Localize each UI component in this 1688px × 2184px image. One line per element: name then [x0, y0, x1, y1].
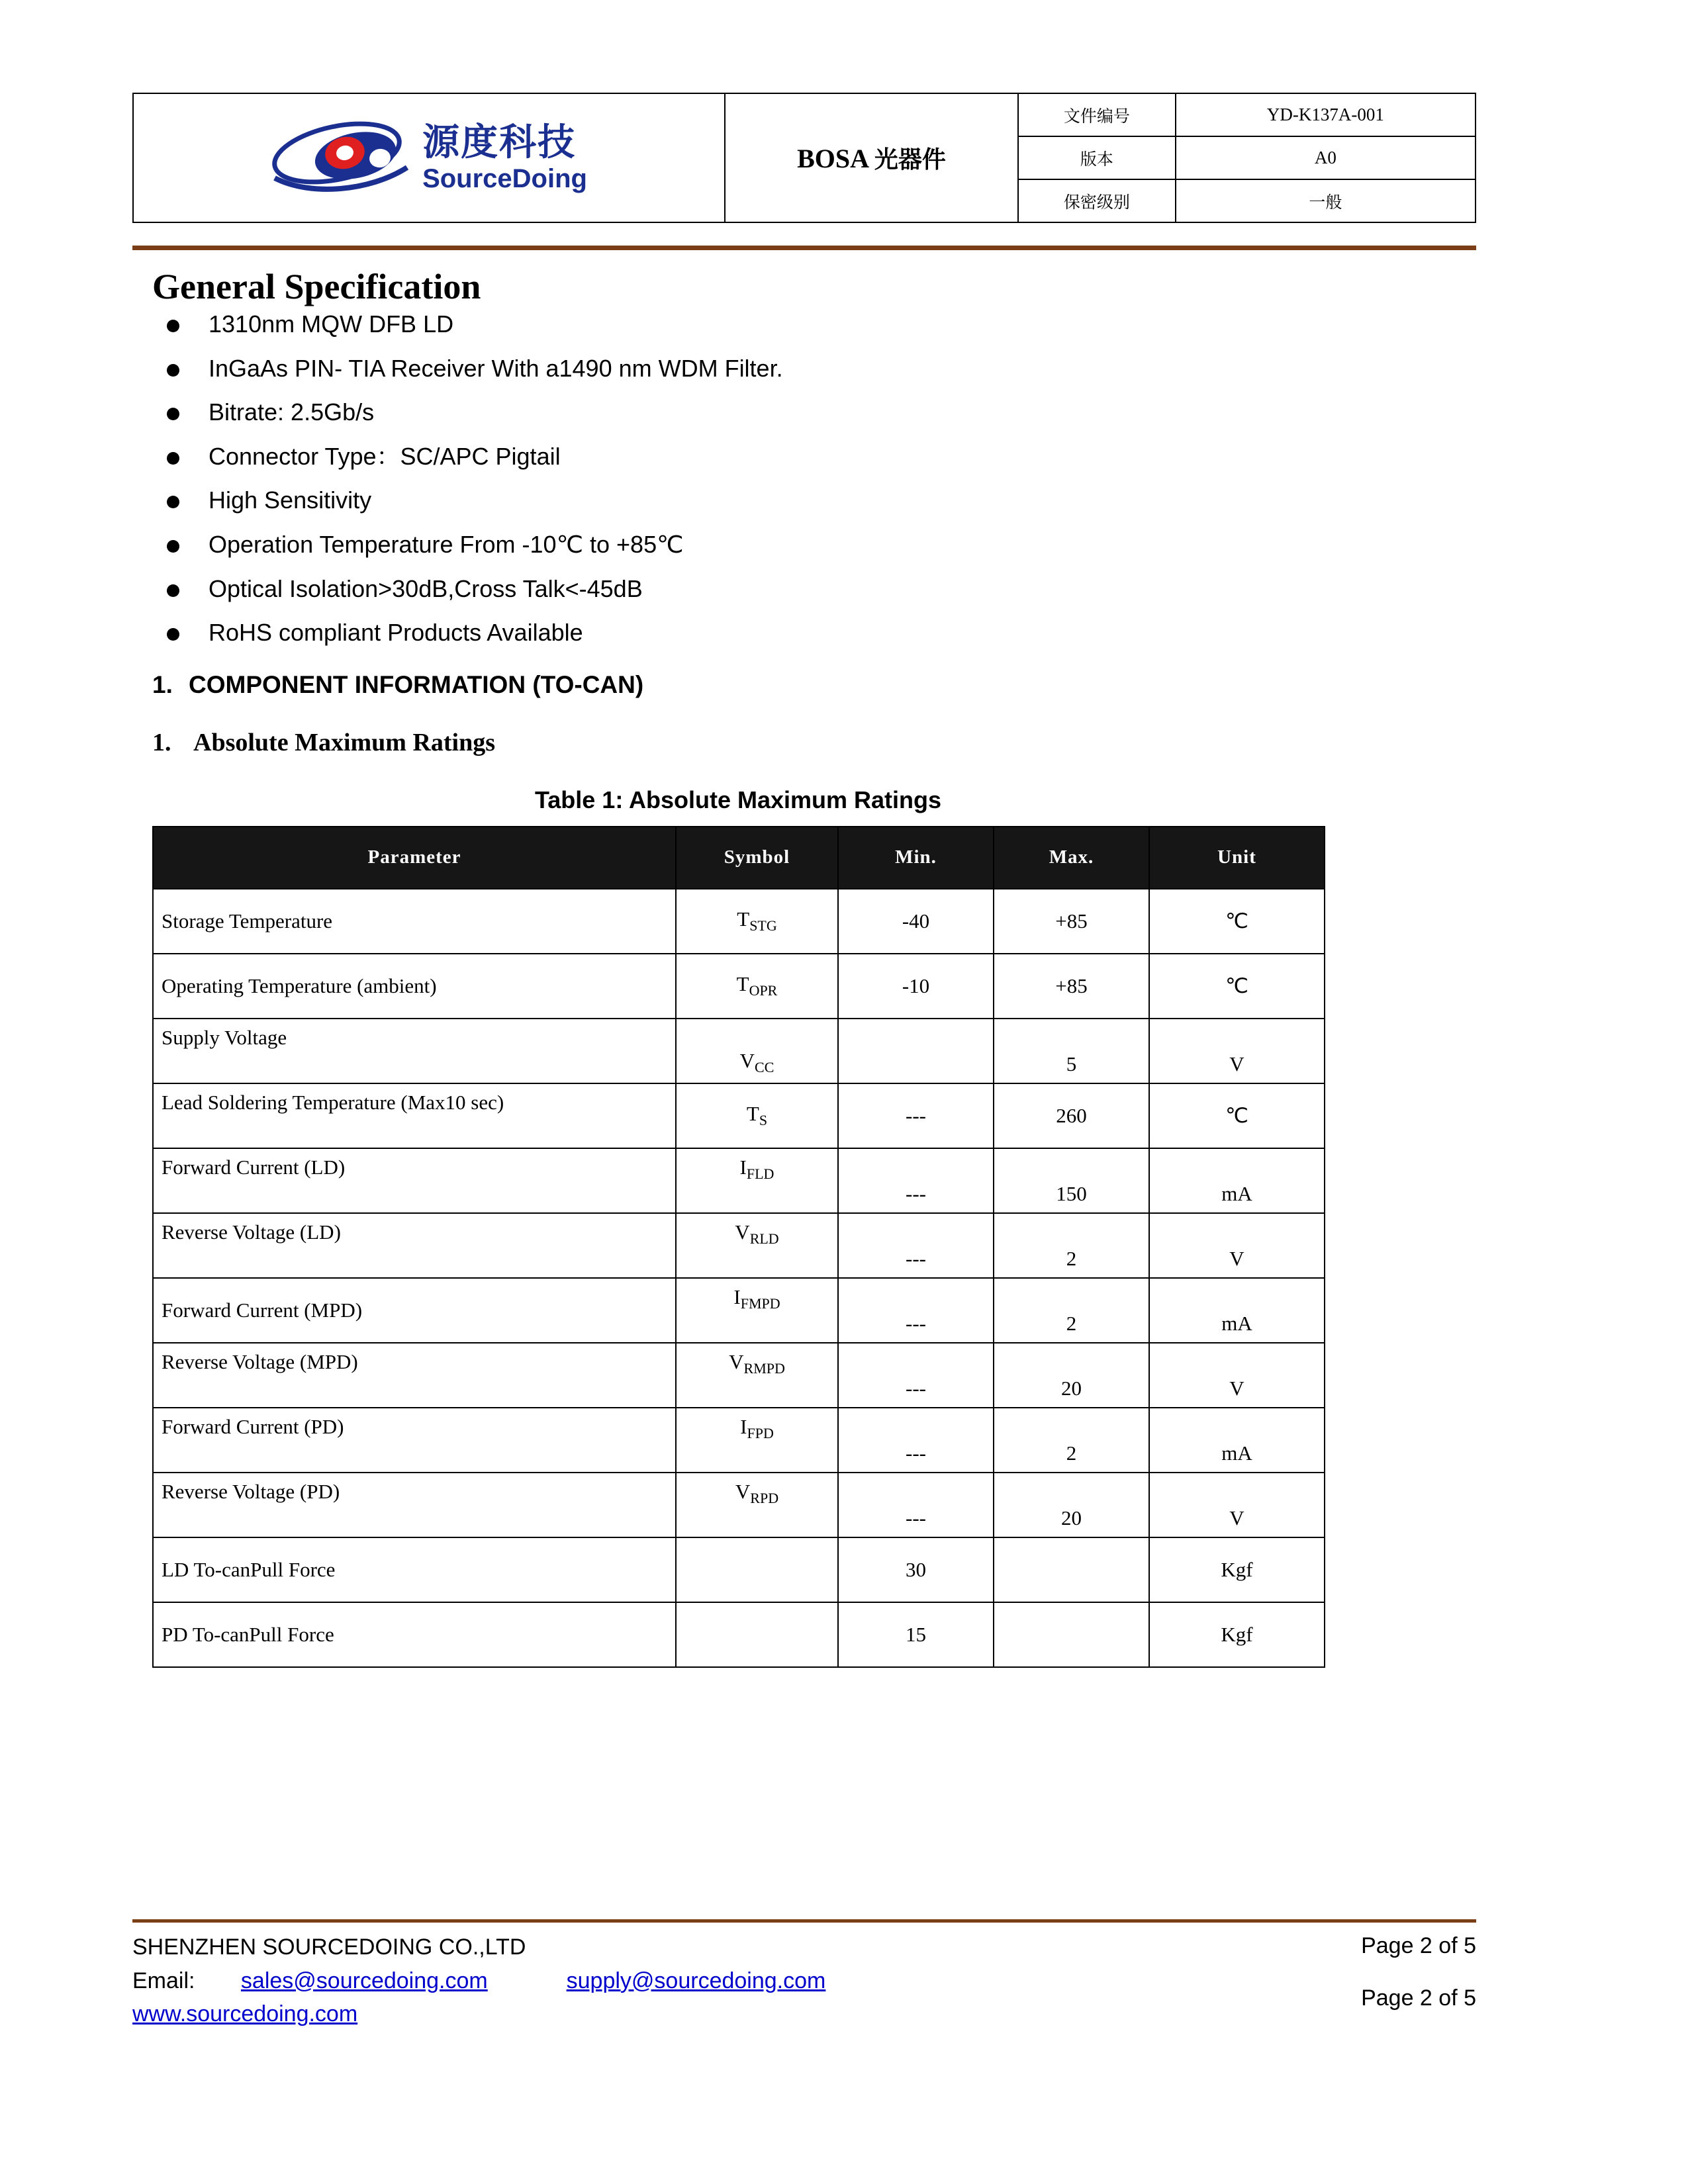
subsection-number: 1.: [152, 728, 171, 756]
footer-content: [132, 1933, 1476, 2038]
doc-number-label: 文件编号: [1018, 93, 1176, 136]
table-body: [153, 889, 1325, 1667]
doc-version-value: A0: [1176, 136, 1476, 179]
footer-company-name: SHENZHEN SOURCEDOING CO.,LTD: [132, 1934, 526, 1960]
doc-confidentiality-label: 保密级别: [1018, 179, 1176, 222]
table-row: [153, 954, 1325, 1019]
table-row: [153, 1278, 1325, 1343]
cell-unit: mA: [1149, 1408, 1325, 1473]
symbol-main: T: [746, 1102, 759, 1126]
column-header-unit: Unit: [1149, 827, 1325, 889]
cell-unit: ℃: [1149, 889, 1325, 954]
symbol-subscript: STG: [749, 917, 777, 934]
table-row: [153, 1602, 1325, 1667]
footer-left-block: [132, 1933, 825, 2038]
section-heading-component-information: [152, 671, 1556, 699]
cell-max: 260: [994, 1083, 1149, 1148]
cell-parameter: Supply Voltage: [153, 1019, 676, 1083]
logo-chinese-name: 源度科技: [422, 120, 577, 164]
cell-symbol: [676, 1343, 838, 1408]
list-item: Optical Isolation>30dB,Cross Talk<-45dB: [152, 576, 1556, 602]
doc-number-value: YD-K137A-001: [1176, 93, 1476, 136]
cell-min: ---: [838, 1408, 994, 1473]
absolute-maximum-ratings-table: [152, 826, 1325, 1668]
cell-symbol: [676, 1278, 838, 1343]
table-header-row: [153, 827, 1325, 889]
cell-min: [838, 1019, 994, 1083]
section-number: 1.: [152, 670, 173, 698]
column-header-symbol: Symbol: [676, 827, 838, 889]
cell-unit: V: [1149, 1213, 1325, 1278]
doc-version-label: 版本: [1018, 136, 1176, 179]
table-row: [153, 1019, 1325, 1083]
table-row: [153, 1148, 1325, 1213]
cell-unit: V: [1149, 1343, 1325, 1408]
logo: [134, 118, 724, 198]
cell-symbol: [676, 889, 838, 954]
cell-parameter: Reverse Voltage (MPD): [153, 1343, 676, 1408]
cell-max: 5: [994, 1019, 1149, 1083]
list-item: High Sensitivity: [152, 487, 1556, 514]
table-row: [153, 889, 1325, 954]
subsection-heading-text: Absolute Maximum Ratings: [193, 728, 496, 756]
table-row: [153, 1213, 1325, 1278]
cell-unit: mA: [1149, 1148, 1325, 1213]
cell-symbol: [676, 1148, 838, 1213]
cell-symbol: [676, 1408, 838, 1473]
cell-min: 30: [838, 1537, 994, 1602]
document-footer: [132, 1919, 1476, 2038]
symbol-main: I: [733, 1285, 741, 1308]
footer-divider: [132, 1919, 1476, 1923]
cell-parameter: Forward Current (LD): [153, 1148, 676, 1213]
symbol-subscript: CC: [755, 1058, 774, 1075]
symbol-main: V: [735, 1220, 750, 1244]
cell-parameter: Operating Temperature (ambient): [153, 954, 676, 1019]
footer-email-supply-link[interactable]: supply@sourcedoing.com: [566, 1968, 826, 1993]
cell-min: 15: [838, 1602, 994, 1667]
cell-symbol: [676, 1473, 838, 1537]
table-row: [153, 1083, 1325, 1148]
doc-confidentiality-value: 一般: [1176, 179, 1476, 222]
cell-max: 2: [994, 1278, 1149, 1343]
footer-right-block: [1361, 1933, 1476, 2038]
cell-max: +85: [994, 889, 1149, 954]
logo-text: [422, 120, 587, 193]
sourcedoing-swoosh-icon: [271, 118, 413, 198]
cell-unit: mA: [1149, 1278, 1325, 1343]
cell-symbol: [676, 1083, 838, 1148]
symbol-subscript: S: [759, 1112, 768, 1129]
header-divider: [132, 246, 1476, 250]
section-heading-text: COMPONENT INFORMATION (TO-CAN): [189, 670, 644, 698]
cell-symbol: [676, 1213, 838, 1278]
table-caption: Table 1: Absolute Maximum Ratings: [534, 786, 942, 813]
column-header-max: Max.: [994, 827, 1149, 889]
cell-parameter: Lead Soldering Temperature (Max10 sec): [153, 1083, 676, 1148]
cell-parameter: LD To-canPull Force: [153, 1537, 676, 1602]
symbol-subscript: RMPD: [743, 1359, 785, 1377]
cell-parameter: PD To-canPull Force: [153, 1602, 676, 1667]
cell-max: [994, 1537, 1149, 1602]
cell-symbol: [676, 1019, 838, 1083]
cell-max: 20: [994, 1343, 1149, 1408]
cell-min: ---: [838, 1083, 994, 1148]
footer-email-row: [132, 1967, 825, 1995]
footer-email-label: Email:: [132, 1968, 195, 1993]
cell-max: 2: [994, 1213, 1149, 1278]
symbol-subscript: FLD: [746, 1165, 774, 1182]
cell-max: 150: [994, 1148, 1149, 1213]
cell-min: -40: [838, 889, 994, 954]
cell-unit: Kgf: [1149, 1537, 1325, 1602]
cell-max: [994, 1602, 1149, 1667]
symbol-main: V: [735, 1479, 751, 1503]
document-header-table: [132, 93, 1476, 223]
list-item: Connector Type：SC/APC Pigtail: [152, 443, 1556, 470]
cell-symbol: [676, 1537, 838, 1602]
cell-unit: Kgf: [1149, 1602, 1325, 1667]
cell-max: 2: [994, 1408, 1149, 1473]
table-row: [153, 1408, 1325, 1473]
product-title-en: BOSA: [797, 144, 868, 173]
logo-english-name: SourceDoing: [422, 163, 587, 193]
cell-parameter: Reverse Voltage (PD): [153, 1473, 676, 1537]
cell-min: ---: [838, 1213, 994, 1278]
cell-max: 20: [994, 1473, 1149, 1537]
cell-unit: ℃: [1149, 954, 1325, 1019]
cell-parameter: Reverse Voltage (LD): [153, 1213, 676, 1278]
symbol-subscript: FMPD: [740, 1295, 780, 1312]
page-number-top: Page 2 of 5: [1361, 1933, 1476, 1958]
symbol-subscript: FPD: [747, 1424, 774, 1441]
specification-bullet-list: [132, 311, 1556, 646]
footer-email-sales-link[interactable]: sales@sourcedoing.com: [240, 1968, 488, 1993]
cell-parameter: Forward Current (PD): [153, 1408, 676, 1473]
cell-min: -10: [838, 954, 994, 1019]
list-item: InGaAs PIN- TIA Receiver With a1490 nm WDM Filter.: [152, 355, 1556, 382]
company-logo-cell: [133, 93, 725, 222]
list-item: Bitrate: 2.5Gb/s: [152, 399, 1556, 426]
page-number-bottom: Page 2 of 5: [1361, 1985, 1476, 2011]
symbol-main: V: [739, 1048, 755, 1072]
cell-symbol: [676, 954, 838, 1019]
table-row: [153, 1343, 1325, 1408]
cell-min: ---: [838, 1343, 994, 1408]
cell-parameter: Forward Current (MPD): [153, 1278, 676, 1343]
column-header-parameter: Parameter: [153, 827, 676, 889]
list-item: Operation Temperature From -10℃ to +85℃: [152, 531, 1556, 558]
list-item: RoHS compliant Products Available: [152, 619, 1556, 646]
footer-website-link[interactable]: www.sourcedoing.com: [132, 2001, 358, 2026]
table-row: [153, 1537, 1325, 1602]
column-header-min: Min.: [838, 827, 994, 889]
cell-symbol: [676, 1602, 838, 1667]
cell-min: ---: [838, 1473, 994, 1537]
list-item: 1310nm MQW DFB LD: [152, 311, 1556, 338]
product-title-cn: 光器件: [874, 146, 946, 173]
footer-website-row: [132, 2000, 825, 2028]
symbol-main: I: [740, 1414, 747, 1438]
table-row: [153, 1473, 1325, 1537]
cell-parameter: Storage Temperature: [153, 889, 676, 954]
page-title: General Specification: [152, 267, 481, 306]
logo-mark-icon: [271, 118, 413, 198]
cell-unit: V: [1149, 1019, 1325, 1083]
symbol-subscript: OPR: [749, 982, 778, 999]
symbol-subscript: RPD: [750, 1489, 779, 1506]
symbol-main: T: [736, 972, 749, 996]
symbol-main: T: [737, 907, 750, 931]
cell-min: ---: [838, 1148, 994, 1213]
symbol-main: V: [729, 1349, 744, 1373]
document-product-title: [725, 93, 1018, 222]
cell-unit: V: [1149, 1473, 1325, 1537]
cell-min: ---: [838, 1278, 994, 1343]
section-heading-absolute-maximum-ratings: [152, 728, 1556, 757]
symbol-subscript: RLD: [749, 1230, 779, 1247]
symbol-main: I: [739, 1155, 747, 1179]
cell-unit: ℃: [1149, 1083, 1325, 1148]
cell-max: +85: [994, 954, 1149, 1019]
